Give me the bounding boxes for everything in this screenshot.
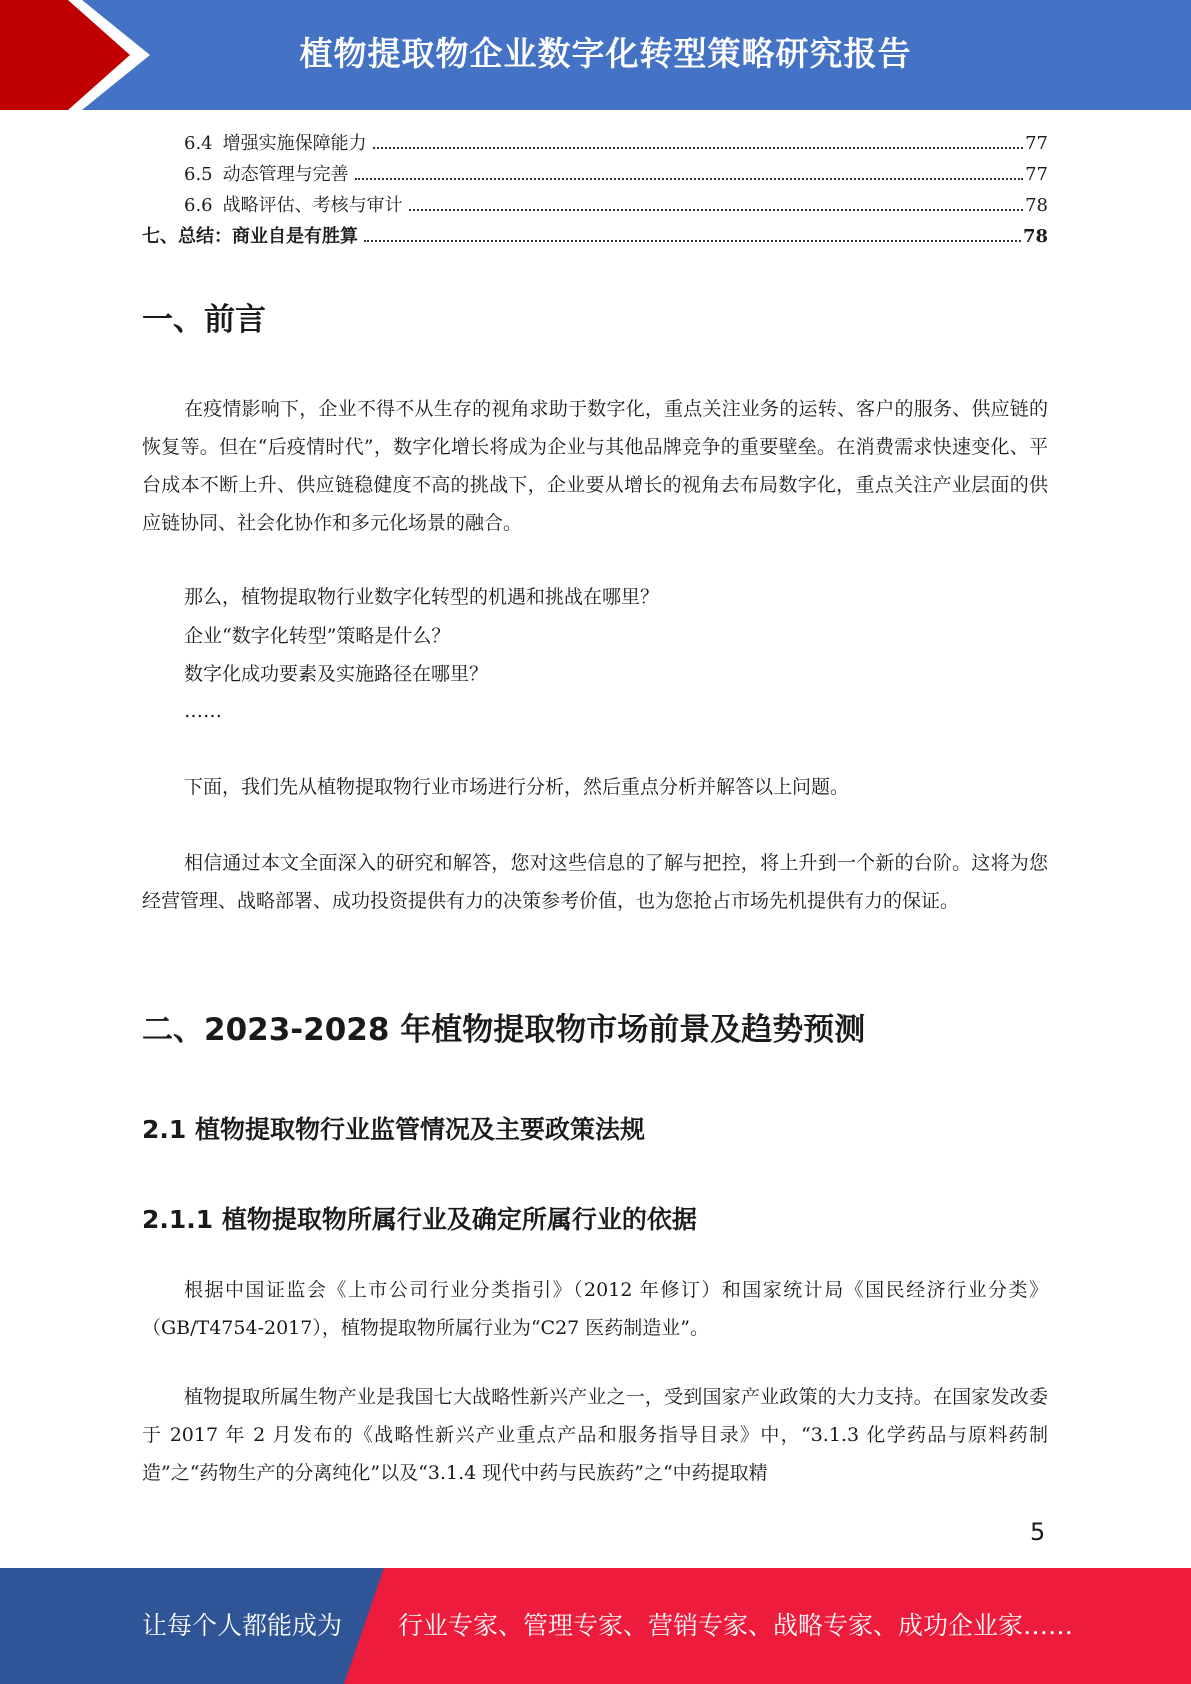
- body-paragraph: 下面，我们先从植物提取物行业市场进行分析，然后重点分析并解答以上问题。: [184, 776, 850, 798]
- section-heading-market-forecast: 二、2023-2028 年植物提取物市场前景及趋势预测: [142, 1012, 866, 1048]
- body-paragraph: 根据中国证监会《上市公司行业分类指引》（2012 年修订）和国家统计局《国民经济行业分类》（GB/T4754-2017），植物提取物所属行业为“C27 医药制造业”。: [142, 1279, 1048, 1339]
- question-line: 那么，植物提取物行业数字化转型的机遇和挑战在哪里？: [184, 586, 660, 608]
- ellipsis-line: ……: [184, 700, 222, 722]
- table-of-contents: [142, 128, 1048, 252]
- toc-entry[interactable]: [142, 159, 1048, 190]
- subsubsection-heading: 2.1.1 植物提取物所属行业及确定所属行业的依据: [142, 1205, 697, 1234]
- toc-entry[interactable]: [142, 221, 1048, 252]
- toc-entry-number: 6.4: [184, 133, 213, 154]
- toc-entry-title: 增强实施保障能力: [222, 133, 367, 154]
- toc-entry-number: 6.5: [184, 164, 213, 185]
- toc-entry-page: 77: [1025, 133, 1048, 154]
- toc-dot-leader: [364, 240, 1021, 242]
- question-line: 企业“数字化转型”策略是什么？: [184, 625, 451, 647]
- toc-entry-title: 战略评估、考核与审计: [222, 195, 403, 216]
- section-heading-preface: 一、前言: [142, 302, 266, 338]
- toc-entry-page: 78: [1025, 195, 1048, 216]
- body-paragraph: 植物提取所属生物产业是我国七大战略性新兴产业之一，受到国家产业政策的大力支持。在国家发改委于 2017 年 2 月发布的《战略性新兴产业重点产品和服务指导目录》中，“3.1.3 化学药品与原料药制造”之“药物生产的分离纯化”以及“3.1.4 现代中药与民族药”之“中药提取精: [142, 1386, 1048, 1484]
- subsection-heading: 2.1 植物提取物行业监管情况及主要政策法规: [142, 1115, 645, 1144]
- page-footer: [0, 1568, 1191, 1684]
- page-header: [0, 0, 1191, 110]
- toc-entry-title: 动态管理与完善: [222, 164, 349, 185]
- toc-entry-number: 6.6: [184, 195, 213, 216]
- toc-dot-leader: [409, 209, 1023, 211]
- toc-entry-title: 总结：商业自是有胜算: [178, 226, 358, 247]
- page-number: 5: [1030, 1518, 1046, 1546]
- footer-slogan-left: 让每个人都能成为: [142, 1611, 343, 1640]
- toc-entry-number: 七、: [142, 226, 178, 247]
- report-title: 植物提取物企业数字化转型策略研究报告: [299, 34, 912, 73]
- toc-entry[interactable]: [142, 128, 1048, 159]
- toc-dot-leader: [355, 178, 1023, 180]
- question-line: 数字化成功要素及实施路径在哪里？: [184, 663, 489, 685]
- body-paragraph: 相信通过本文全面深入的研究和解答，您对这些信息的了解与把控，将上升到一个新的台阶。这将为您经营管理、战略部署、成功投资提供有力的决策参考价值，也为您抢占市场先机提供有力的保证。: [142, 852, 1048, 912]
- toc-dot-leader: [373, 147, 1023, 149]
- footer-slogan-right: 行业专家、管理专家、营销专家、战略专家、成功企业家……: [398, 1611, 1074, 1640]
- toc-entry-page: 77: [1025, 164, 1048, 185]
- toc-entry[interactable]: [142, 190, 1048, 221]
- body-paragraph: 在疫情影响下，企业不得不从生存的视角求助于数字化，重点关注业务的运转、客户的服务、供应链的恢复等。但在“后疫情时代”，数字化增长将成为企业与其他品牌竞争的重要壁垒。在消费需求快速变化、平台成本不断上升、供应链稳健度不高的挑战下，企业要从增长的视角去布局数字化，重点关注产业层面的供应链协同、社会化协作和多元化场景的融合。: [142, 398, 1048, 534]
- toc-entry-page: 78: [1022, 226, 1048, 247]
